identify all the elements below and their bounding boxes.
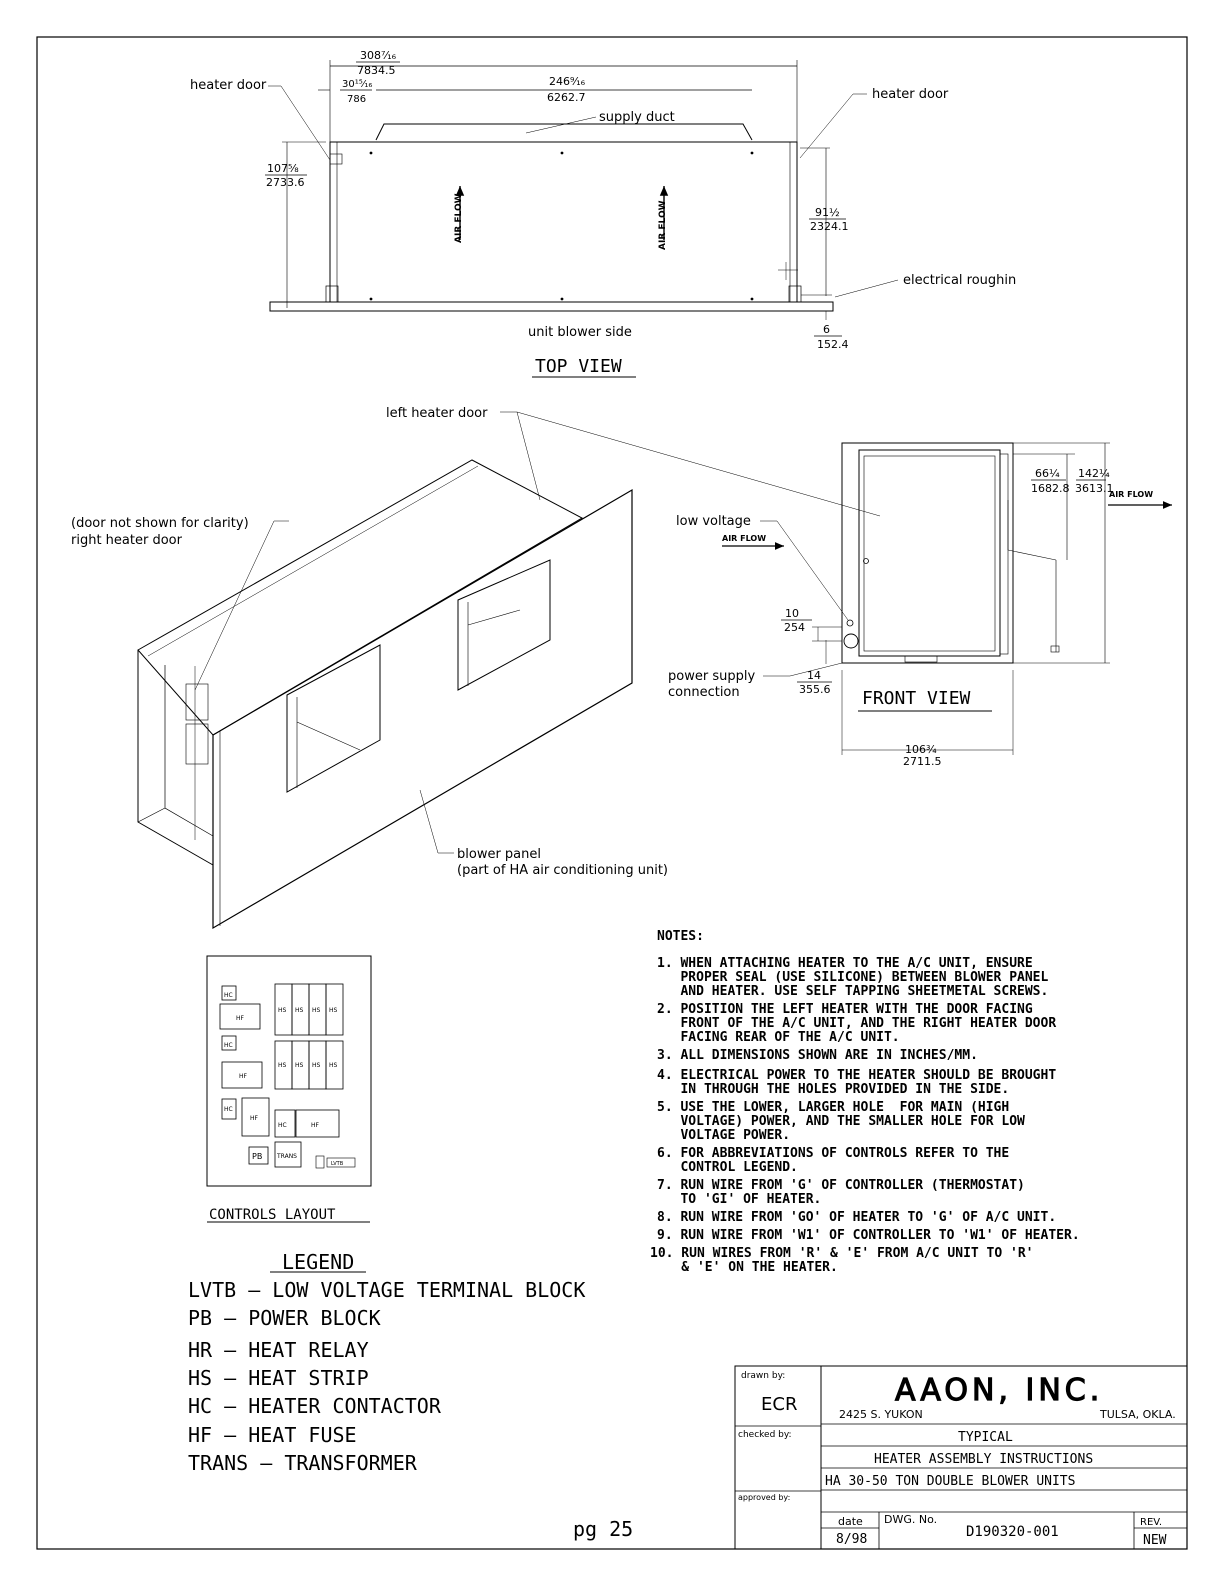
dim-height-mm: 2733.6 (266, 176, 305, 189)
legend-title: LEGEND (282, 1250, 355, 1274)
note-line: CONTROL LEGEND. (657, 1160, 798, 1175)
ctl-hs-6: HS (295, 1062, 304, 1069)
ctl-hs-7: HS (312, 1062, 321, 1069)
page-number: pg 25 (573, 1517, 634, 1541)
dim-height-in: 107⅝ (267, 162, 299, 175)
ctl-hf-1: HF (236, 1015, 244, 1022)
blower-panel-label: blower panel (457, 847, 541, 862)
company-logo: AAON, INC. (895, 1373, 1104, 1408)
note-line: 8. RUN WIRE FROM 'GO' OF HEATER TO 'G' OF A/C UNIT. (657, 1210, 1057, 1225)
note-line: VOLTAGE) POWER, AND THE SMALLER HOLE FOR LOW (657, 1114, 1025, 1129)
dim-total-in: 142¼ (1078, 467, 1110, 480)
ctl-hs-5: HS (278, 1062, 287, 1069)
legend-item: TRANS – TRANSFORMER (188, 1451, 417, 1475)
front-view-title: FRONT VIEW (862, 688, 971, 709)
right-heater-door-label: right heater door (71, 533, 182, 548)
controls-layout (207, 956, 371, 1186)
legend-item: HF – HEAT FUSE (188, 1423, 357, 1447)
note-line: FRONT OF THE A/C UNIT, AND THE RIGHT HEATER DOOR (657, 1016, 1057, 1031)
air-flow-label-4: AIR FLOW (1109, 490, 1154, 499)
note-line: 9. RUN WIRE FROM 'W1' OF CONTROLLER TO 'W1' OF HEATER. (657, 1228, 1080, 1243)
low-voltage-label: low voltage (676, 514, 751, 529)
dim-duct-in: 246⁹⁄₁₆ (549, 75, 586, 88)
ctl-hs-2: HS (295, 1007, 304, 1014)
ctl-hf-4: HF (311, 1122, 319, 1129)
dim-duct-mm: 6262.7 (547, 91, 586, 104)
air-flow-label-3: AIR FLOW (722, 534, 767, 543)
ctl-trans: TRANS (277, 1153, 297, 1160)
heater-door-right-label: heater door (872, 87, 949, 102)
notes-list (650, 956, 1080, 1275)
ctl-lvtb: LVTB (331, 1161, 344, 1167)
notes-title: NOTES: (657, 929, 704, 944)
note-line: 7. RUN WIRE FROM 'G' OF CONTROLLER (THERMOSTAT) (657, 1178, 1025, 1193)
electrical-roughin-label: electrical roughin (903, 273, 1017, 288)
dim-bottom-in: 6 (823, 323, 830, 336)
dwg-label: DWG. No. (884, 1513, 938, 1526)
note-line: AND HEATER. USE SELF TAPPING SHEETMETAL SCREWS. (657, 984, 1049, 999)
note-line: 5. USE THE LOWER, LARGER HOLE FOR MAIN (HIGH (657, 1100, 1010, 1115)
note-line: PROPER SEAL (USE SILICONE) BETWEEN BLOWER PANEL (657, 970, 1049, 985)
dwg-number: D190320-001 (966, 1524, 1059, 1540)
dim-bottom-mm: 152.4 (817, 338, 849, 351)
note-line: 6. FOR ABBREVIATIONS OF CONTROLS REFER TO THE (657, 1146, 1010, 1161)
ctl-hc-3: HC (224, 1106, 233, 1113)
door-not-shown-label: (door not shown for clarity) (71, 516, 249, 531)
dim-offset-in: 30¹⁵⁄₁₆ (342, 79, 373, 90)
dim-right-mm: 2324.1 (810, 220, 849, 233)
note-line: 4. ELECTRICAL POWER TO THE HEATER SHOULD BE BROUGHT (657, 1068, 1057, 1083)
rev-value: NEW (1143, 1533, 1167, 1548)
dim-depth-mm: 1682.8 (1031, 482, 1070, 495)
dim-depth-in: 66¼ (1035, 467, 1060, 480)
title-line-1: TYPICAL (958, 1430, 1013, 1445)
legend-item: HR – HEAT RELAY (188, 1338, 369, 1362)
approved-by-label: approved by: (738, 1493, 791, 1502)
company-city: TULSA, OKLA. (1100, 1408, 1176, 1421)
dim-overall-in: 308⁷⁄₁₆ (360, 49, 397, 62)
dim-overall-mm: 7834.5 (357, 64, 396, 77)
drawn-by-label: drawn by: (741, 1371, 786, 1381)
ctl-hf-3: HF (250, 1115, 258, 1122)
dim-width-in: 106¾ (905, 743, 937, 756)
ctl-hs-1: HS (278, 1007, 287, 1014)
note-line: 10. RUN WIRES FROM 'R' & 'E' FROM A/C UNIT TO 'R' (650, 1246, 1034, 1261)
ctl-hc-2: HC (224, 1042, 233, 1049)
controls-layout-title: CONTROLS LAYOUT (209, 1207, 336, 1223)
legend-item: HS – HEAT STRIP (188, 1366, 369, 1390)
air-flow-label-1: AIR FLOW (454, 193, 464, 243)
ctl-hs-3: HS (312, 1007, 321, 1014)
dim-width-mm: 2711.5 (903, 755, 942, 768)
legend-item: HC – HEATER CONTACTOR (188, 1394, 441, 1418)
air-flow-label-2: AIR FLOW (658, 200, 668, 250)
note-line: 2. POSITION THE LEFT HEATER WITH THE DOOR FACING (657, 1002, 1033, 1017)
legend-item: PB – POWER BLOCK (188, 1306, 381, 1330)
ctl-hc-4: HC (278, 1122, 287, 1129)
dim-ps-mm: 355.6 (799, 683, 831, 696)
date-value: 8/98 (836, 1532, 868, 1547)
dim-ps-in: 14 (807, 669, 821, 682)
drawn-by-value: ECR (761, 1394, 798, 1415)
top-view-title: TOP VIEW (535, 356, 622, 377)
note-line: 1. WHEN ATTACHING HEATER TO THE A/C UNIT, ENSURE (657, 956, 1033, 971)
note-line: FACING REAR OF THE A/C UNIT. (657, 1030, 900, 1045)
blower-panel-note: (part of HA air conditioning unit) (457, 863, 668, 878)
power-supply-label: power supply (668, 669, 756, 684)
ctl-hs-4: HS (329, 1007, 338, 1014)
checked-by-label: checked by: (738, 1430, 792, 1440)
note-line: IN THROUGH THE HOLES PROVIDED IN THE SIDE. (657, 1082, 1010, 1097)
company-address: 2425 S. YUKON (839, 1408, 923, 1421)
supply-duct-label: supply duct (599, 110, 675, 125)
date-label: date (838, 1515, 863, 1528)
ctl-hc-1: HC (224, 992, 233, 999)
title-line-2: HEATER ASSEMBLY INSTRUCTIONS (874, 1452, 1094, 1467)
dim-right-in: 91½ (815, 206, 840, 219)
dim-total-mm: 3613.1 (1075, 482, 1114, 495)
connection-label: connection (668, 685, 740, 700)
dim-offset-mm: 786 (347, 94, 367, 105)
note-line: VOLTAGE POWER. (657, 1128, 791, 1143)
note-line: TO 'GI' OF HEATER. (657, 1192, 822, 1207)
ctl-hf-2: HF (239, 1073, 247, 1080)
legend-item: LVTB – LOW VOLTAGE TERMINAL BLOCK (188, 1278, 586, 1302)
left-heater-door-label: left heater door (386, 406, 488, 421)
dim-lv-in: 10 (785, 607, 799, 620)
note-line: & 'E' ON THE HEATER. (650, 1260, 838, 1275)
dim-lv-mm: 254 (784, 621, 805, 634)
ctl-hs-8: HS (329, 1062, 338, 1069)
heater-door-left-label: heater door (190, 78, 267, 93)
unit-blower-side-label: unit blower side (528, 325, 632, 340)
title-line-3: HA 30-50 TON DOUBLE BLOWER UNITS (825, 1474, 1076, 1489)
note-line: 3. ALL DIMENSIONS SHOWN ARE IN INCHES/MM. (657, 1048, 978, 1063)
ctl-pb: PB (252, 1152, 263, 1161)
rev-label: REV. (1140, 1517, 1162, 1528)
